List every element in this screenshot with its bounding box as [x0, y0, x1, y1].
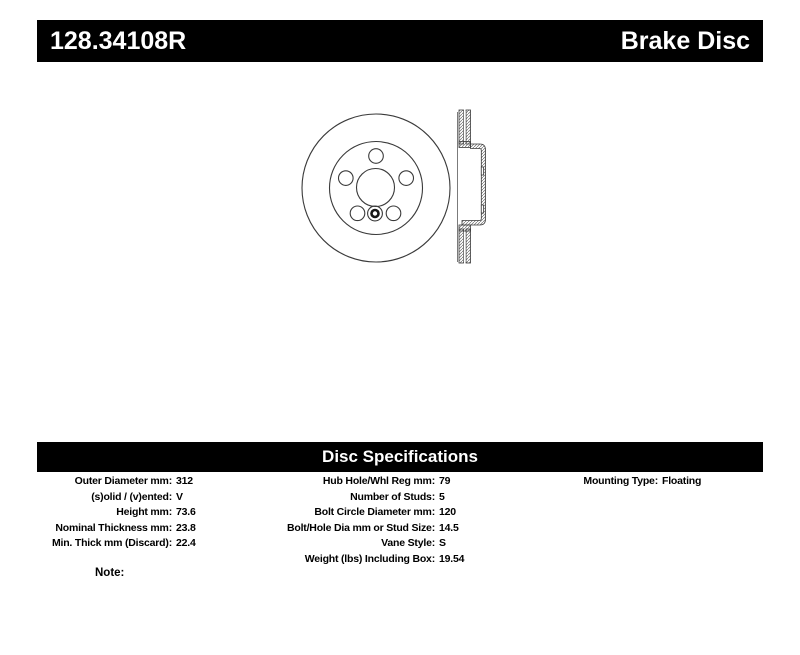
note-label: Note: — [95, 567, 125, 579]
stud-hole — [399, 171, 414, 186]
part-number: 128.34108R — [50, 26, 187, 55]
spec-label: Nominal Thickness mm: — [55, 521, 172, 534]
spec-value: 5 — [439, 490, 445, 503]
section-plate — [466, 229, 471, 263]
stud-hole — [369, 149, 384, 164]
spec-row-outer-diameter — [30, 474, 292, 490]
spec-value: V — [176, 490, 183, 503]
spec-column-type — [555, 474, 795, 490]
spec-label: Weight (lbs) Including Box: — [304, 552, 435, 565]
spec-row-solid-vented — [30, 490, 292, 506]
spec-value: 22.4 — [176, 537, 196, 550]
stud-hole — [386, 206, 401, 221]
set-screw-hole — [368, 206, 383, 221]
spec-label: Outer Diameter mm: — [74, 475, 172, 487]
section-vane-root — [459, 142, 471, 148]
section-bolt-notch — [481, 205, 483, 213]
spec-value: Floating — [662, 475, 702, 487]
spec-label: Vane Style: — [381, 537, 435, 550]
spec-row-mounting-type — [555, 474, 795, 490]
spec-row-height — [30, 505, 292, 521]
brake-disc-drawing-svg — [288, 98, 498, 278]
spec-label: Mounting Type: — [583, 475, 658, 487]
section-plate — [466, 110, 471, 144]
spec-row-bolt-circle-diameter — [285, 505, 557, 521]
spec-value: 14.5 — [439, 521, 459, 534]
spec-value: 120 — [439, 506, 456, 519]
stud-hole — [350, 206, 365, 221]
spec-label: Bolt Circle Diameter mm: — [314, 506, 435, 519]
spec-label: Bolt/Hole Dia mm or Stud Size: — [286, 521, 435, 534]
header-bar — [37, 20, 763, 62]
spec-row-number-of-studs — [285, 490, 557, 506]
spec-value: S — [439, 537, 446, 550]
section-plate — [459, 229, 464, 263]
spec-row-weight — [285, 552, 557, 568]
spec-value: 19.54 — [439, 552, 465, 565]
spec-label: Number of Studs: — [350, 490, 435, 503]
spec-section-title: Disc Specifications — [322, 447, 478, 466]
section-vent-gap — [464, 232, 466, 262]
spec-section-header — [37, 442, 763, 472]
brake-disc-front-view — [302, 114, 450, 262]
spec-column-mounting — [285, 474, 557, 568]
brake-disc-cross-section — [458, 110, 486, 263]
section-plate — [459, 110, 464, 144]
spec-value: 312 — [176, 475, 193, 487]
spec-row-bolt-hole-dia — [285, 521, 557, 537]
section-vent-gap — [464, 111, 466, 141]
spec-row-vane-style — [285, 536, 557, 552]
spec-label: (s)olid / (v)ented: — [91, 490, 172, 503]
outer-diameter-circle — [302, 114, 450, 262]
section-bolt-notch — [481, 167, 483, 175]
spec-label: Min. Thick mm (Discard): — [51, 537, 172, 550]
spec-value: 73.6 — [176, 506, 196, 519]
spec-label: Hub Hole/Whl Reg mm: — [322, 475, 435, 487]
center-hub-hole — [357, 169, 395, 207]
spec-label: Height mm: — [116, 506, 172, 519]
spec-column-dimensions — [30, 474, 292, 552]
stud-hole — [339, 171, 354, 186]
spec-value: 23.8 — [176, 521, 196, 534]
spec-row-nominal-thickness — [30, 521, 292, 537]
technical-drawing — [288, 98, 498, 278]
spec-row-hub-hole — [285, 474, 557, 490]
product-name: Brake Disc — [620, 26, 750, 55]
spec-value: 79 — [439, 475, 451, 487]
spec-row-min-thickness — [30, 536, 292, 552]
